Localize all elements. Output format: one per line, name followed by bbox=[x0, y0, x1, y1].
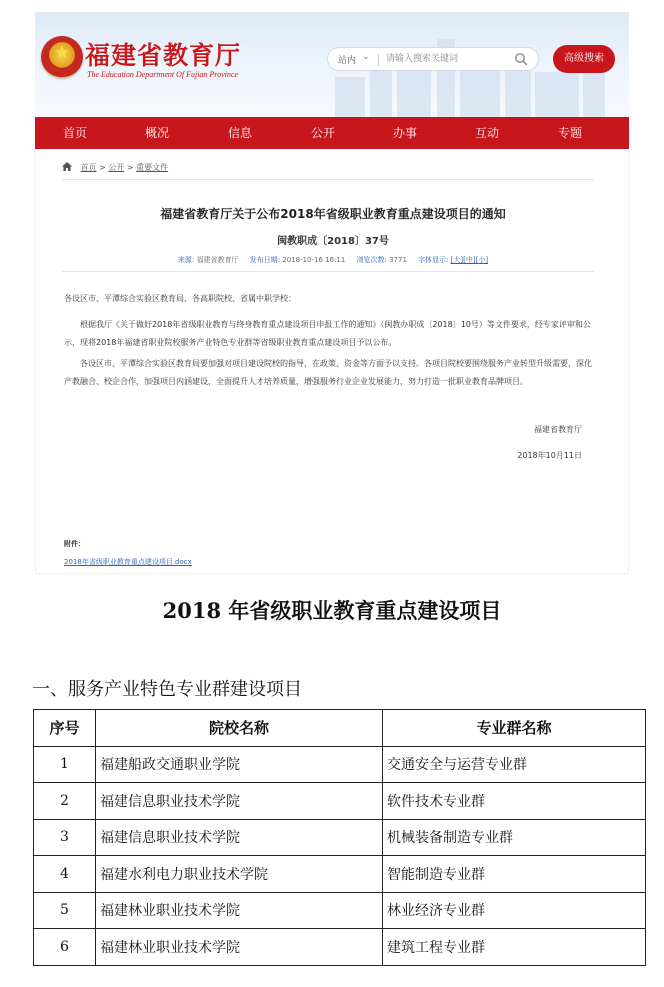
table-header-row bbox=[34, 710, 646, 747]
column-header-group: 专业群名称 bbox=[383, 710, 646, 747]
skyline-decoration bbox=[397, 69, 431, 117]
article-signer: 福建省教育厅 bbox=[534, 425, 582, 434]
source-label: 来源: bbox=[177, 256, 195, 264]
main-nav bbox=[35, 117, 629, 149]
row-number: 1 bbox=[34, 746, 96, 783]
attachment-label: 附件： bbox=[64, 540, 85, 548]
breadcrumb-home-link[interactable]: 首页 bbox=[80, 163, 97, 172]
article-paragraph: 各设区市、平潭综合实验区教育局要加强对项目建设院校的指导，在政策、资金等方面予以支持。各项目院校要围绕服务产业转型升级需要，深化产教融合、校企合作，加强项目内涵建设，全面提升人才培养质量，增强服务行业企业发展能力，努力打造一批职业教育品牌项目。 bbox=[64, 359, 592, 386]
table-row bbox=[34, 783, 646, 820]
breadcrumb-public-link[interactable]: 公开 bbox=[108, 163, 125, 172]
document-title: 2018 年省级职业教育重点建设项目 bbox=[162, 598, 502, 623]
school-name: 福建林业职业技术学院 bbox=[96, 892, 383, 929]
section-heading: 一、服务产业特色专业群建设项目 bbox=[32, 679, 302, 700]
advanced-search-button[interactable]: 高级搜索 bbox=[553, 45, 615, 73]
row-number: 3 bbox=[34, 819, 96, 856]
specialty-group: 智能制造专业群 bbox=[383, 856, 646, 893]
article-panel bbox=[35, 149, 629, 574]
school-name: 福建信息职业技术学院 bbox=[96, 819, 383, 856]
nav-item-overview[interactable]: 概况 bbox=[144, 126, 169, 140]
nav-item-home[interactable]: 首页 bbox=[62, 126, 87, 140]
site-title[interactable]: 福建省教育厅 bbox=[85, 41, 242, 70]
row-number: 4 bbox=[34, 856, 96, 893]
source-value: 福建省教育厅 bbox=[196, 256, 239, 264]
views-value: 3771 bbox=[389, 256, 407, 264]
row-number: 2 bbox=[34, 783, 96, 820]
specialty-group: 建筑工程专业群 bbox=[383, 929, 646, 966]
site-header bbox=[35, 12, 629, 117]
nav-item-public[interactable]: 公开 bbox=[310, 126, 335, 140]
breadcrumb-separator: > bbox=[99, 163, 106, 172]
nav-item-topics[interactable]: 专题 bbox=[557, 126, 582, 140]
divider bbox=[62, 271, 594, 272]
divider bbox=[62, 179, 594, 180]
home-icon bbox=[62, 162, 72, 171]
row-number: 5 bbox=[34, 892, 96, 929]
nav-item-info[interactable]: 信息 bbox=[227, 126, 252, 140]
search-scope-select[interactable]: 站内 bbox=[338, 56, 357, 66]
column-header-school: 院校名称 bbox=[96, 710, 383, 747]
site-subtitle: The Education Department Of Fujian Province bbox=[87, 70, 239, 79]
table-row bbox=[34, 819, 646, 856]
article-meta bbox=[36, 255, 630, 265]
nav-item-services[interactable]: 办事 bbox=[392, 126, 417, 140]
breadcrumb bbox=[62, 162, 168, 173]
specialty-group: 软件技术专业群 bbox=[383, 783, 646, 820]
table-row bbox=[34, 929, 646, 966]
column-header-number: 序号 bbox=[34, 710, 96, 747]
search-box bbox=[327, 47, 539, 71]
font-small-button[interactable]: [小] bbox=[475, 256, 489, 264]
article-title: 福建省教育厅关于公布2018年省级职业教育重点建设项目的通知 bbox=[160, 207, 506, 221]
national-emblem-icon[interactable] bbox=[41, 36, 83, 78]
font-large-button[interactable]: [大] bbox=[450, 256, 464, 264]
chevron-down-icon[interactable]: ⌄ bbox=[362, 52, 370, 62]
skyline-decoration bbox=[535, 72, 579, 117]
date-value: 2018-10-16 16:11 bbox=[282, 256, 346, 264]
search-icon[interactable] bbox=[514, 52, 528, 66]
breadcrumb-separator: > bbox=[126, 163, 134, 172]
attachment-link[interactable]: 2018年省级职业教育重点建设项目.docx bbox=[64, 558, 192, 566]
specialty-group: 交通安全与运营专业群 bbox=[383, 746, 646, 783]
specialty-group: 林业经济专业群 bbox=[383, 892, 646, 929]
article-salutation: 各设区市、平潭综合实验区教育局，各高职院校、省属中职学校： bbox=[64, 294, 296, 303]
table-row bbox=[34, 856, 646, 893]
school-name: 福建船政交通职业学院 bbox=[96, 746, 383, 783]
nav-item-interaction[interactable]: 互动 bbox=[474, 126, 499, 140]
document-number: 闽教职成〔2018〕37号 bbox=[277, 236, 389, 247]
row-number: 6 bbox=[34, 929, 96, 966]
views-label: 浏览次数: bbox=[356, 256, 387, 264]
skyline-decoration bbox=[335, 77, 365, 117]
font-medium-button[interactable]: [中] bbox=[463, 256, 476, 264]
specialty-group: 机械装备制造专业群 bbox=[383, 819, 646, 856]
article-signed-date: 2018年10月11日 bbox=[517, 451, 582, 460]
date-label: 发布日期: bbox=[249, 256, 281, 264]
school-name: 福建信息职业技术学院 bbox=[96, 783, 383, 820]
table-row bbox=[34, 892, 646, 929]
article-paragraph: 根据我厅《关于做好2018年省级职业教育与终身教育重点建设项目申报工作的通知》（闽教办职成〔2018〕10号）等文件要求，经专家评审和公示，现将2018年福建省职业院校服务产业特色专业群等省级职业教育重点建设项目予以公布。 bbox=[64, 320, 591, 347]
school-name: 福建林业职业技术学院 bbox=[96, 929, 383, 966]
breadcrumb-documents-link[interactable]: 重要文件 bbox=[136, 163, 169, 172]
school-name: 福建水利电力职业技术学院 bbox=[96, 856, 383, 893]
project-table bbox=[33, 709, 646, 966]
search-input[interactable] bbox=[386, 51, 506, 67]
search-divider bbox=[378, 54, 379, 66]
font-size-label: 字体显示: bbox=[418, 256, 449, 264]
table-row bbox=[34, 746, 646, 783]
